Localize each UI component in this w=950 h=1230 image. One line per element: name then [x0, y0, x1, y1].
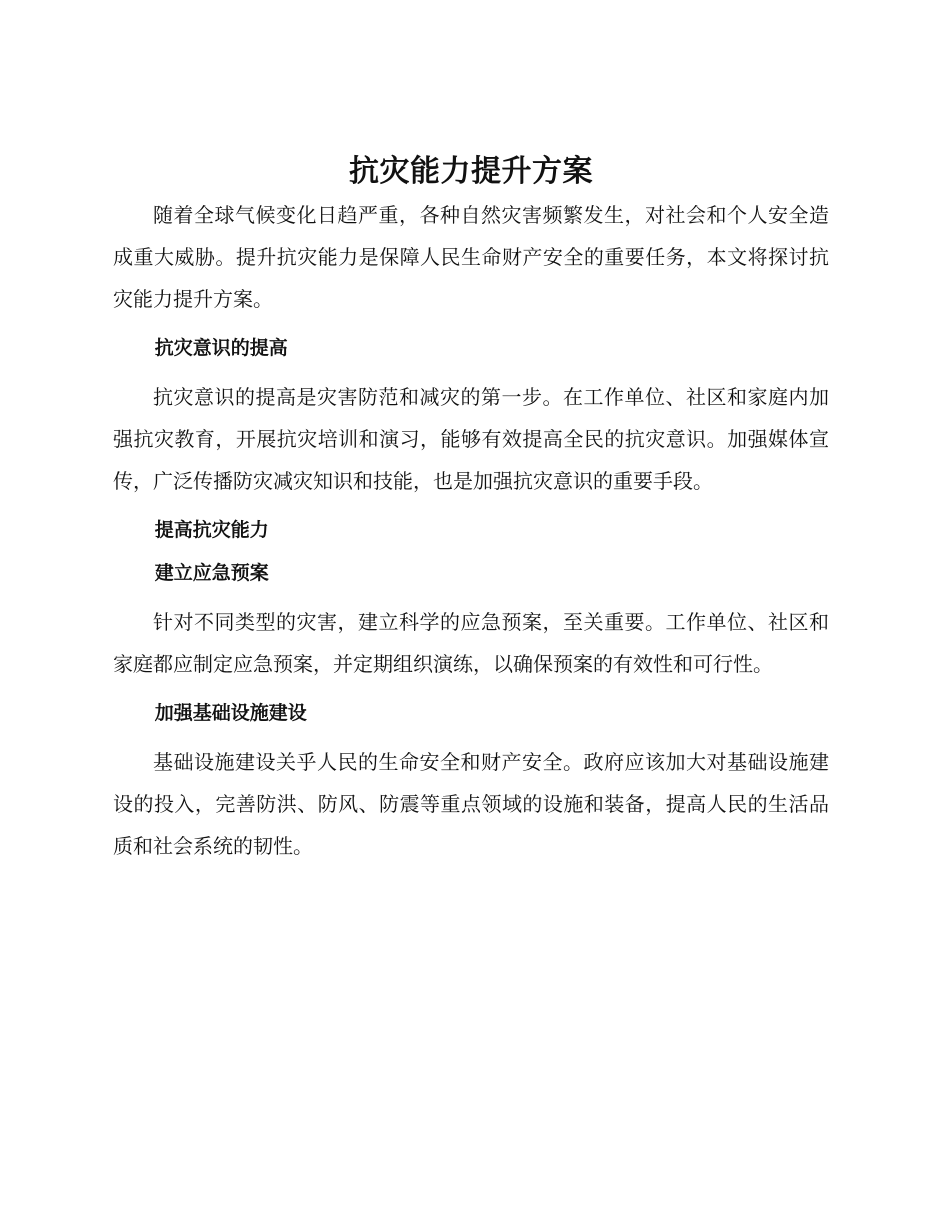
- section-body-infrastructure: 基础设施建设关乎人民的生命安全和财产安全。政府应该加大对基础设施建设的投入，完善防洪、防风、防震等重点领域的设施和装备，提高人民的生活品质和社会系统的韧性。: [113, 750, 829, 858]
- document-title: 抗灾能力提升方案: [349, 154, 593, 189]
- section-body-awareness: 抗灾意识的提高是灾害防范和减灾的第一步。在工作单位、社区和家庭内加强抗灾教育，开展抗灾培训和演习，能够有效提高全民的抗灾意识。加强媒体宣传，广泛传播防灾减灾知识和技能，也是加强抗灾意识的重要手段。: [113, 385, 829, 493]
- section-body-emergency-plan: 针对不同类型的灾害，建立科学的应急预案，至关重要。工作单位、社区和家庭都应制定应急预案，并定期组织演练，以确保预案的有效性和可行性。: [113, 610, 829, 676]
- section-heading-capability: 提高抗灾能力: [154, 519, 269, 541]
- document-page: [113, 150, 829, 867]
- intro-paragraph: 随着全球气候变化日趋严重，各种自然灾害频繁发生，对社会和个人安全造成重大威胁。提升抗灾能力是保障人民生命财产安全的重要任务，本文将探讨抗灾能力提升方案。: [113, 203, 829, 311]
- section-heading-awareness: 抗灾意识的提高: [154, 337, 288, 359]
- section-heading-emergency-plan: 建立应急预案: [154, 562, 269, 584]
- section-heading-infrastructure: 加强基础设施建设: [154, 702, 307, 724]
